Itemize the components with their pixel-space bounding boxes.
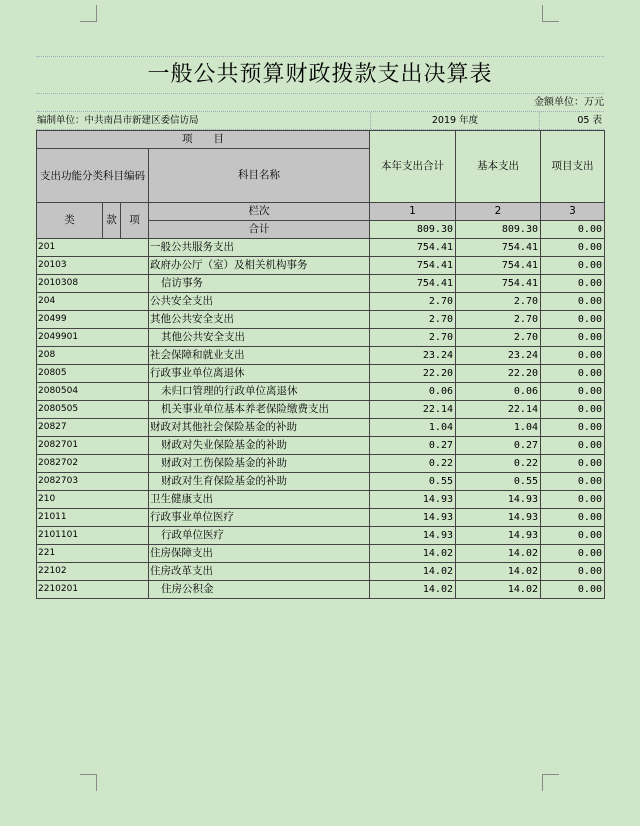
table-row	[37, 401, 605, 419]
table-row	[37, 329, 605, 347]
total-cell: 754.41	[370, 275, 456, 293]
table-row	[37, 491, 605, 509]
crop-mark-bottom-right	[542, 774, 559, 791]
table-row	[37, 563, 605, 581]
basic-cell: 0.55	[456, 473, 541, 491]
func-code-cell: 20103	[37, 257, 149, 275]
lei-header: 类	[37, 203, 103, 239]
basic-cell: 2.70	[456, 293, 541, 311]
basic-header: 基本支出	[456, 131, 541, 203]
total-cell: 23.24	[370, 347, 456, 365]
project-cell: 0.00	[541, 545, 605, 563]
func-code-header: 支出功能分类科目编码	[37, 149, 149, 203]
sum-project: 0.00	[541, 221, 605, 239]
func-code-cell: 2082701	[37, 437, 149, 455]
basic-cell: 754.41	[456, 239, 541, 257]
project-cell: 0.00	[541, 275, 605, 293]
subject-name-cell: 行政事业单位离退休	[149, 365, 370, 383]
kuan-header: 款	[103, 203, 121, 239]
func-code-cell: 2049901	[37, 329, 149, 347]
table-number: 05 表	[577, 115, 602, 126]
table-row	[37, 437, 605, 455]
subject-name-cell: 政府办公厅（室）及相关机构事务	[149, 257, 370, 275]
basic-cell: 0.22	[456, 455, 541, 473]
table-row	[37, 419, 605, 437]
total-cell: 14.02	[370, 545, 456, 563]
project-cell: 0.00	[541, 239, 605, 257]
total-header: 本年支出合计	[370, 131, 456, 203]
basic-cell: 14.02	[456, 545, 541, 563]
basic-cell: 14.02	[456, 581, 541, 599]
project-header: 项目支出	[541, 131, 605, 203]
crop-mark-top-left	[80, 5, 97, 22]
func-code-cell: 21011	[37, 509, 149, 527]
table-row	[37, 383, 605, 401]
total-cell: 754.41	[370, 239, 456, 257]
table-row	[37, 581, 605, 599]
project-cell: 0.00	[541, 437, 605, 455]
subject-name-header: 科目名称	[149, 149, 370, 203]
subject-name-cell: 行政事业单位医疗	[149, 509, 370, 527]
project-cell: 0.00	[541, 383, 605, 401]
total-cell: 0.55	[370, 473, 456, 491]
project-cell: 0.00	[541, 365, 605, 383]
subject-name-cell: 行政单位医疗	[149, 527, 370, 545]
subject-name-cell: 住房保障支出	[149, 545, 370, 563]
subject-name-cell: 财政对生育保险基金的补助	[149, 473, 370, 491]
subject-name-cell: 卫生健康支出	[149, 491, 370, 509]
subject-name-cell: 财政对失业保险基金的补助	[149, 437, 370, 455]
item-header: 项 目	[37, 131, 370, 149]
basic-cell: 23.24	[456, 347, 541, 365]
subject-name-cell: 公共安全支出	[149, 293, 370, 311]
func-code-cell: 201	[37, 239, 149, 257]
basic-cell: 754.41	[456, 275, 541, 293]
total-cell: 1.04	[370, 419, 456, 437]
subject-name-cell: 财政对其他社会保险基金的补助	[149, 419, 370, 437]
subject-name-cell: 财政对工伤保险基金的补助	[149, 455, 370, 473]
func-code-cell: 20827	[37, 419, 149, 437]
project-cell: 0.00	[541, 581, 605, 599]
fiscal-year: 2019 年度	[370, 112, 540, 129]
page-title: 一般公共预算财政拨款支出决算表	[36, 56, 604, 93]
project-cell: 0.00	[541, 293, 605, 311]
basic-cell: 0.06	[456, 383, 541, 401]
subject-name-cell: 住房改革支出	[149, 563, 370, 581]
col-2: 2	[456, 203, 541, 221]
total-cell: 14.93	[370, 527, 456, 545]
subject-name-cell: 一般公共服务支出	[149, 239, 370, 257]
table-row	[37, 257, 605, 275]
table-row	[37, 311, 605, 329]
basic-cell: 14.93	[456, 527, 541, 545]
func-code-cell: 22102	[37, 563, 149, 581]
subject-name-cell: 未归口管理的行政单位离退休	[149, 383, 370, 401]
basic-cell: 754.41	[456, 257, 541, 275]
basic-cell: 2.70	[456, 329, 541, 347]
project-cell: 0.00	[541, 491, 605, 509]
crop-mark-top-right	[542, 5, 559, 22]
project-cell: 0.00	[541, 257, 605, 275]
project-cell: 0.00	[541, 473, 605, 491]
subject-name-cell: 其他公共安全支出	[149, 329, 370, 347]
total-cell: 0.27	[370, 437, 456, 455]
subject-name-cell: 住房公积金	[149, 581, 370, 599]
subject-name-cell: 社会保障和就业支出	[149, 347, 370, 365]
table-row	[37, 239, 605, 257]
amount-unit: 金额单位：万元	[36, 93, 604, 111]
func-code-cell: 208	[37, 347, 149, 365]
basic-cell: 2.70	[456, 311, 541, 329]
project-cell: 0.00	[541, 527, 605, 545]
table-row	[37, 527, 605, 545]
col-1: 1	[370, 203, 456, 221]
project-cell: 0.00	[541, 563, 605, 581]
table-row	[37, 455, 605, 473]
total-cell: 2.70	[370, 311, 456, 329]
total-cell: 0.22	[370, 455, 456, 473]
prepared-by: 编制单位：中共南昌市新建区委信访局	[37, 115, 199, 126]
basic-cell: 22.20	[456, 365, 541, 383]
func-code-cell: 2010308	[37, 275, 149, 293]
func-code-cell: 221	[37, 545, 149, 563]
total-cell: 2.70	[370, 293, 456, 311]
func-code-cell: 210	[37, 491, 149, 509]
expenditure-table	[36, 130, 605, 599]
project-cell: 0.00	[541, 329, 605, 347]
total-cell: 22.20	[370, 365, 456, 383]
project-cell: 0.00	[541, 347, 605, 365]
func-code-cell: 2101101	[37, 527, 149, 545]
total-cell: 14.93	[370, 491, 456, 509]
subject-name-cell: 信访事务	[149, 275, 370, 293]
sum-label: 合计	[149, 221, 370, 239]
sum-basic: 809.30	[456, 221, 541, 239]
project-cell: 0.00	[541, 401, 605, 419]
meta-row	[36, 111, 604, 130]
xiang-header: 项	[121, 203, 149, 239]
func-code-cell: 2082703	[37, 473, 149, 491]
basic-cell: 14.93	[456, 509, 541, 527]
func-code-cell: 2080504	[37, 383, 149, 401]
project-cell: 0.00	[541, 455, 605, 473]
basic-cell: 14.93	[456, 491, 541, 509]
total-cell: 754.41	[370, 257, 456, 275]
project-cell: 0.00	[541, 419, 605, 437]
col-3: 3	[541, 203, 605, 221]
func-code-cell: 2210201	[37, 581, 149, 599]
table-row	[37, 545, 605, 563]
total-cell: 2.70	[370, 329, 456, 347]
table-row	[37, 473, 605, 491]
table-row	[37, 293, 605, 311]
total-cell: 14.93	[370, 509, 456, 527]
table-row	[37, 509, 605, 527]
table-row	[37, 365, 605, 383]
crop-mark-bottom-left	[80, 774, 97, 791]
basic-cell: 22.14	[456, 401, 541, 419]
func-code-cell: 2082702	[37, 455, 149, 473]
basic-cell: 14.02	[456, 563, 541, 581]
basic-cell: 0.27	[456, 437, 541, 455]
project-cell: 0.00	[541, 509, 605, 527]
total-cell: 22.14	[370, 401, 456, 419]
total-cell: 14.02	[370, 563, 456, 581]
func-code-cell: 20499	[37, 311, 149, 329]
col-no-header: 栏次	[149, 203, 370, 221]
basic-cell: 1.04	[456, 419, 541, 437]
subject-name-cell: 机关事业单位基本养老保险缴费支出	[149, 401, 370, 419]
func-code-cell: 20805	[37, 365, 149, 383]
sum-total: 809.30	[370, 221, 456, 239]
total-cell: 14.02	[370, 581, 456, 599]
table-row	[37, 275, 605, 293]
func-code-cell: 2080505	[37, 401, 149, 419]
table-row	[37, 347, 605, 365]
subject-name-cell: 其他公共安全支出	[149, 311, 370, 329]
project-cell: 0.00	[541, 311, 605, 329]
spreadsheet-page	[36, 56, 604, 599]
total-cell: 0.06	[370, 383, 456, 401]
func-code-cell: 204	[37, 293, 149, 311]
